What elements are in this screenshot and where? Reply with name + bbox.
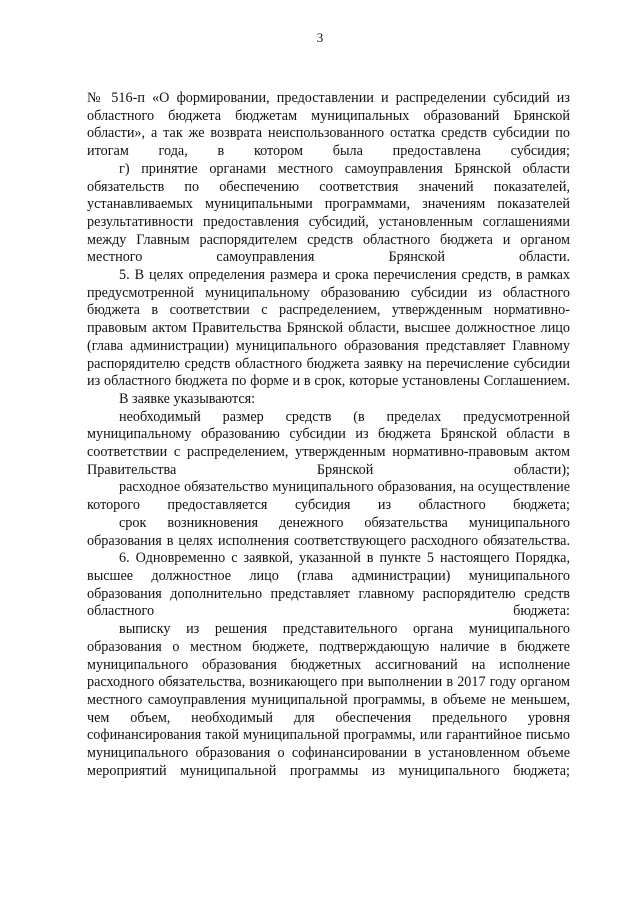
paragraph-expenditure-obligation: расходное обязательство муниципального образования, на осуществление которого предоставляется субсидия из областного бюджета; — [87, 479, 570, 514]
paragraph-obligation-deadline: срок возникновения денежного обязательства муниципального образования в целях исполнения соответствующего расходного обязательства. — [87, 514, 570, 549]
paragraph-clause-6: 6. Одновременно с заявкой, указанной в пункте 5 настоящего Порядка, высшее должностное лицо (глава администрации) муниципального образования дополнительно представляет главному распорядителю средств областного бюджета: — [87, 550, 570, 620]
paragraph-required-amount: необходимый размер средств (в пределах предусмотренной муниципальному образованию субсидии из бюджета Брянской области в соответствии с распределением, утвержденным нормативно-правовым актом Правительства Брянской области); — [87, 408, 570, 478]
paragraph-continuation: № 516-п «О формировании, предоставлении и распределении субсидий из областного бюджета бюджетам муниципальных образований Брянской области», а так же возврата неиспользованного остатка средств субсидии по итогам года, в котором была предоставлена субсидия; — [87, 90, 570, 160]
paragraph-request-contents-heading: В заявке указываются: — [119, 390, 256, 407]
paragraph-budget-extract: выписку из решения представительного органа муниципального образования о местном бюджете, подтверждающую наличие в бюджете муниципального образования бюджетных ассигнований на исполнение расходного обязательства, возникающего при выполнении в 2017 году органом местного самоуправления муниципальной программы, в объеме не меньшем, чем объем, необходимый для обеспечения предельного уровня софинансирования такой муниципальной программы, или гарантийное письмо муниципального образования о софинансировании в установленном объеме мероприятий муниципальной программы из муниципального бюджета; — [87, 621, 570, 779]
paragraph-clause-5: 5. В целях определения размера и срока перечисления средств, в рамках предусмотренной муниципальному образованию субсидии из областного бюджета в соответствии с распределением, утвержденным нормативно-правовым актом Правительства Брянской области, высшее должностное лицо (глава администрации) муниципального образования представляет Главному распорядителю средств областного бюджета заявку на перечисление субсидии из областного бюджета по форме и в срок, которые установлены Соглашением. — [87, 267, 570, 390]
paragraph-item-g: г) принятие органами местного самоуправления Брянской области обязательств по обеспечению соответствия значений показателей, устанавливаемых муниципальными программами, значениям показателей результативности предоставления субсидий, установленным соглашениями между Главным распорядителем средств областного бюджета и органом местного самоуправления Брянской области. — [87, 160, 570, 266]
document-body — [87, 90, 570, 780]
page-number: 3 — [316, 30, 324, 45]
